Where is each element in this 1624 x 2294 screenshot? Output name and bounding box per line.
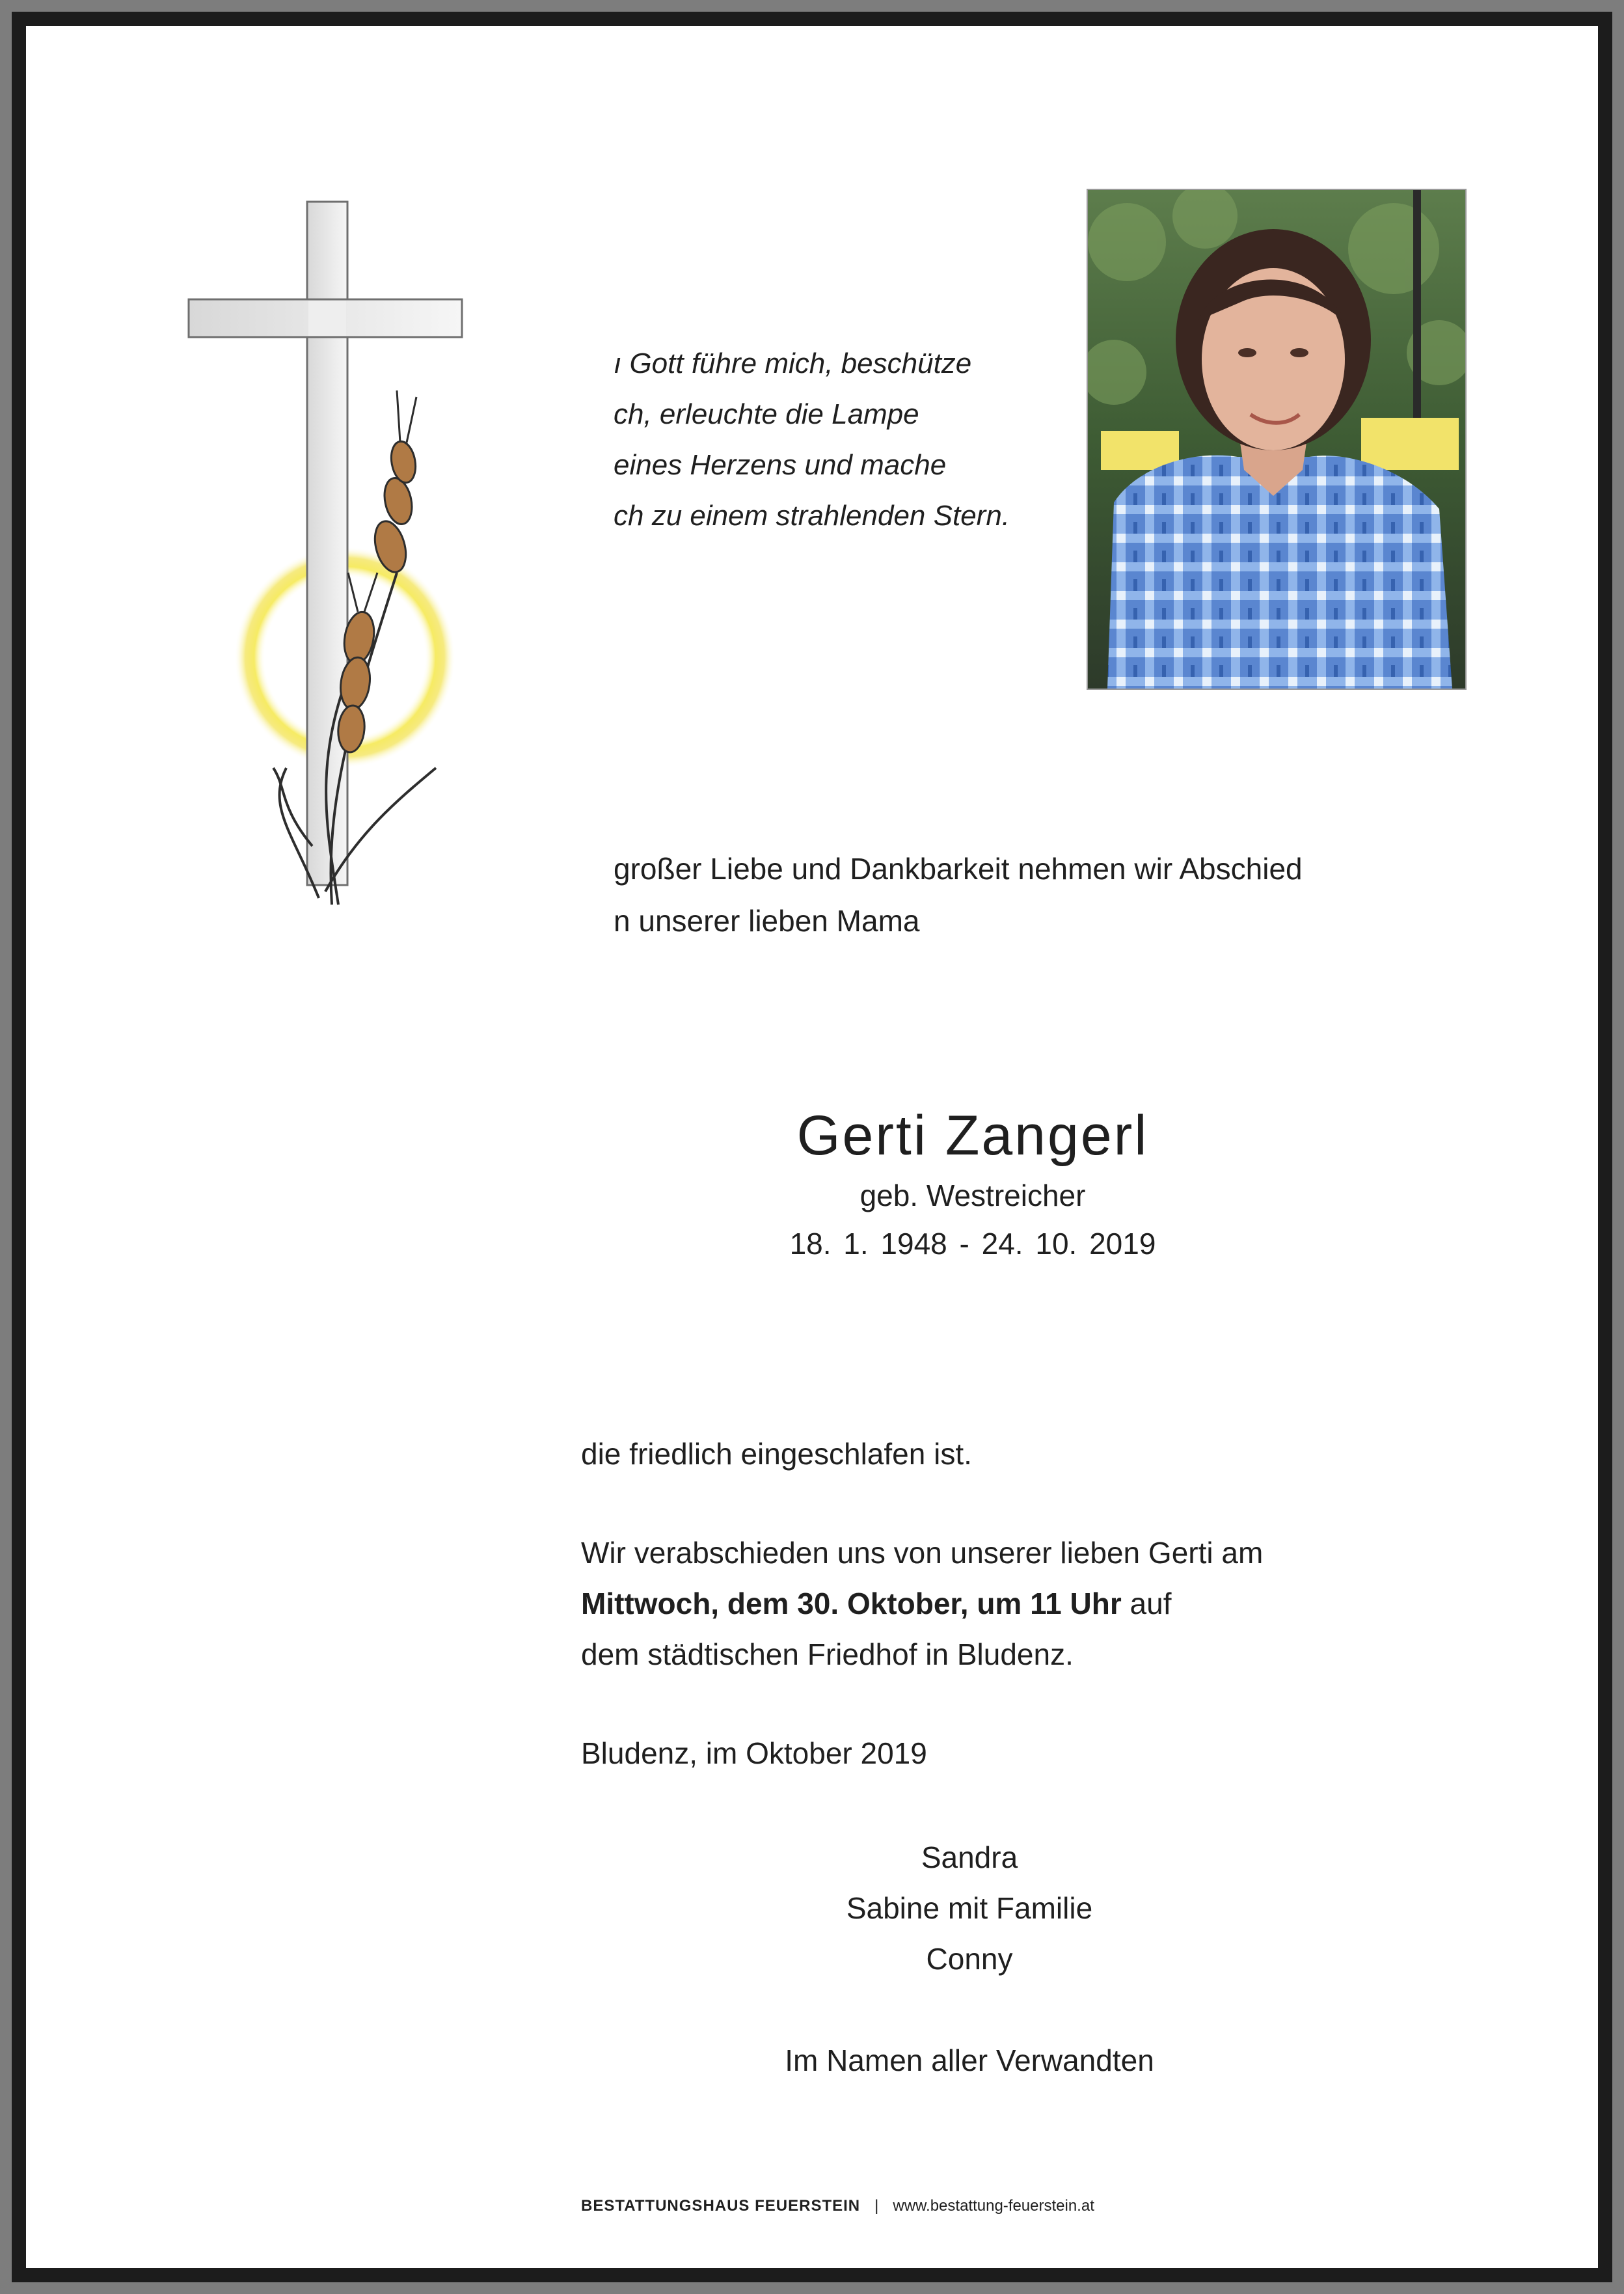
portrait-image [1088,190,1465,689]
cross-with-wheat-icon [163,182,631,918]
verse [614,338,1082,541]
farewell-after-date: auf [1121,1587,1172,1620]
signer-name: Sabine mit Familie [846,1891,1093,1925]
farewell-date-line [581,1578,1459,1629]
place-date: Bludenz, im Oktober 2019 [581,1736,927,1770]
farewell-place: dem städtischen Friedhof in Bludenz. [581,1637,1074,1671]
funeral-announcement [581,1527,1459,1680]
closing-line: Im Namen aller Verwandten [785,2043,1154,2077]
signers [709,1832,1230,2086]
portrait-photo [1087,189,1467,690]
intro-text [614,843,1303,947]
funeral-home-name: BESTATTUNGSHAUS FEUERSTEIN [581,2197,861,2215]
verse-line: ch, erleuchte die Lampe [614,398,919,430]
intro-line: großer Liebe und Dankbarkeit nehmen wir Abschied [614,852,1303,886]
body-text [581,1428,1459,1779]
life-dates: 18. 1. 1948 - 24. 10. 2019 [789,1227,1156,1261]
deceased-name: Gerti Zangerl [796,1104,1149,1167]
verse-line: ch zu einem strahlenden Stern. [614,500,1010,532]
farewell-intro: Wir verabschieden uns von unserer lieben Gerti am [581,1536,1264,1570]
footer [581,2197,1362,2215]
farewell-date: Mittwoch, dem 30. Oktober, um 11 Uhr [581,1587,1122,1620]
verse-line: ı Gott führe mich, beschütze [614,348,972,379]
signer-name: Conny [926,1942,1013,1976]
intro-line: n unserer lieben Mama [614,904,920,938]
signer-name: Sandra [921,1840,1018,1874]
maiden-name: geb. Westreicher [859,1179,1086,1212]
verse-line: eines Herzens und mache [614,449,947,481]
passing-note: die friedlich eingeschlafen ist. [581,1437,972,1471]
deceased-block [651,1100,1295,1268]
website-link[interactable]: www.bestattung-feuerstein.at [893,2197,1094,2215]
footer-separator: | [874,2197,879,2215]
